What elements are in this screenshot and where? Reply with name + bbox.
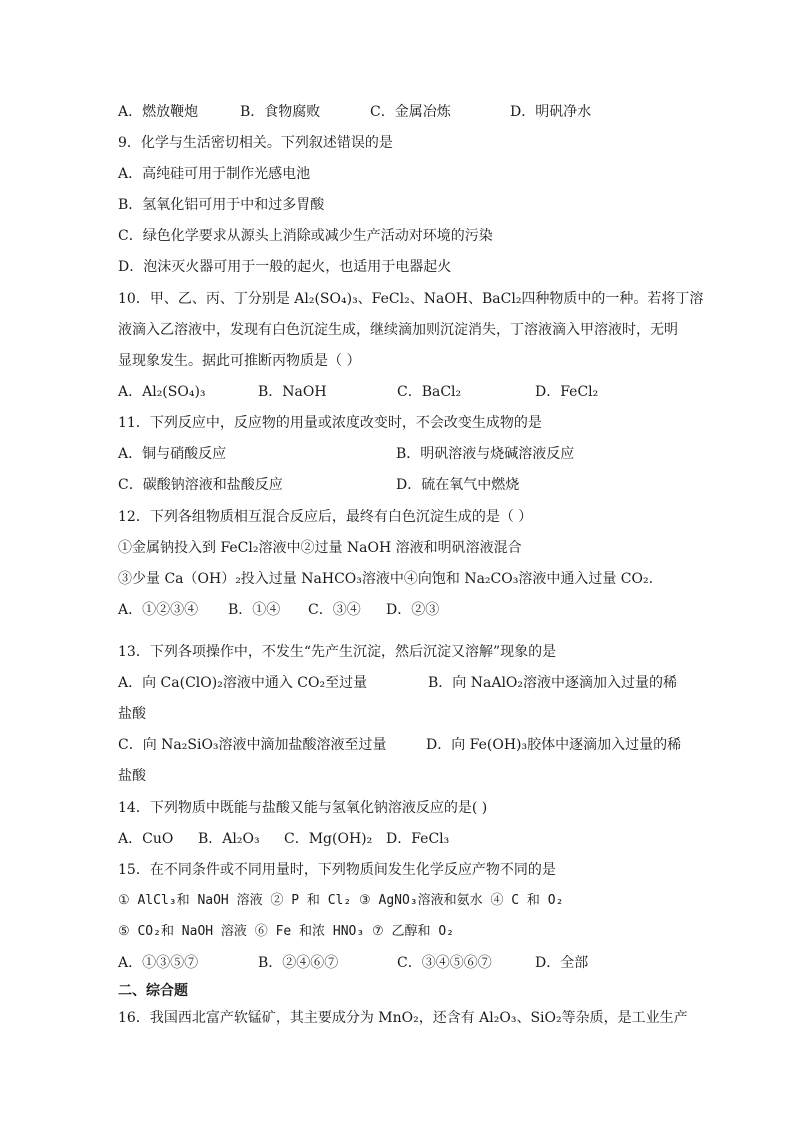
q8-option-a: A．燃放鞭炮 — [118, 104, 199, 120]
q9-option-a: A．高纯硅可用于制作光感电池 — [118, 166, 311, 182]
q10-option-d: D．FeCl₂ — [535, 384, 599, 400]
q9-stem: 9．化学与生活密切相关。下列叙述错误的是 — [118, 135, 393, 151]
q14-option-d: D．FeCl₃ — [386, 831, 450, 847]
q10-option-c: C．BaCl₂ — [397, 384, 462, 400]
q13-option-d: D．向 Fe(OH)₃胶体中逐滴加入过量的稀 — [426, 737, 682, 753]
q9-option-c: C．绿色化学要求从源头上消除或减少生产活动对环境的污染 — [118, 228, 493, 244]
q12-option-a: A．①②③④ — [118, 602, 199, 618]
q13-option-c: C．向 Na₂SiO₃溶液中滴加盐酸溶液至过量 — [118, 737, 387, 753]
q15-option-d: D．全部 — [535, 955, 589, 971]
q8-option-d: D．明矾净水 — [510, 104, 592, 120]
q15-stem: 15．在不同条件或不同用量时，下列物质间发生化学反应产物不同的是 — [118, 862, 556, 878]
q12-option-c: C．③④ — [308, 602, 361, 618]
q11-option-b: B．明矾溶液与烧碱溶液反应 — [396, 446, 575, 462]
q13-option-b-cont: 盐酸 — [118, 706, 146, 722]
q8-option-b: B．食物腐败 — [240, 104, 321, 120]
q15-option-c: C．③④⑤⑥⑦ — [397, 955, 492, 971]
q14-option-b: B．Al₂O₃ — [198, 831, 260, 847]
q14-option-c: C．Mg(OH)₂ — [284, 831, 373, 847]
q11-option-d: D．硫在氧气中燃烧 — [396, 477, 520, 493]
q15-item-line-2: ⑤ CO₂和 NaOH 溶液 ⑥ Fe 和浓 HNO₃ ⑦ 乙醇和 O₂ — [118, 924, 454, 939]
q11-stem: 11．下列反应中，反应物的用量或浓度改变时，不会改变生成物的是 — [118, 415, 542, 431]
q10-option-a: A．Al₂(SO₄)₃ — [118, 384, 206, 400]
q13-option-a: A．向 Ca(ClO)₂溶液中通入 CO₂至过量 — [118, 675, 368, 691]
q13-option-d-cont: 盐酸 — [118, 768, 146, 784]
q10-option-b: B．NaOH — [258, 384, 327, 400]
q13-stem: 13．下列各项操作中，不发生“先产生沉淀，然后沉淀又溶解”现象的是 — [118, 644, 557, 660]
q14-option-a: A．CuO — [118, 831, 174, 847]
q14-stem: 14．下列物质中既能与盐酸又能与氢氧化钠溶液反应的是( ) — [118, 800, 488, 816]
q10-stem-line-1: 10．甲、乙、丙、丁分别是 Al₂(SO₄)₃、FeCl₂、NaOH、BaCl₂四种物质中的一种。若将丁溶 — [118, 291, 704, 307]
q15-item-line-1: ① AlCl₃和 NaOH 溶液 ② P 和 Cl₂ ③ AgNO₃溶液和氨水 ④ C 和 O₂ — [118, 893, 564, 908]
q9-option-d: D．泡沫灭火器可用于一般的起火，也适用于电器起火 — [118, 259, 452, 275]
q10-stem-line-3: 显现象发生。据此可推断丙物质是（ ） — [118, 353, 361, 369]
q12-stem: 12．下列各组物质相互混合反应后，最终有白色沉淀生成的是（ ） — [118, 509, 533, 525]
q11-option-c: C．碳酸钠溶液和盐酸反应 — [118, 477, 283, 493]
q12-item-line-1: ①金属钠投入到 FeCl₂溶液中②过量 NaOH 溶液和明矾溶液混合 — [118, 540, 522, 556]
q10-stem-line-2: 液滴入乙溶液中，发现有白色沉淀生成，继续滴加则沉淀消失，丁溶液滴入甲溶液时，无明 — [118, 322, 678, 338]
q8-option-c: C．金属冶炼 — [370, 104, 451, 120]
q15-option-a: A．①③⑤⑦ — [118, 955, 199, 971]
q11-option-a: A．铜与硝酸反应 — [118, 446, 227, 462]
q12-option-d: D．②③ — [386, 602, 440, 618]
q12-item-line-2: ③少量 Ca（OH）₂投入过量 NaHCO₃溶液中④向饱和 Na₂CO₃溶液中通入过量 CO₂. — [118, 571, 654, 587]
q16-stem: 16．我国西北富产软锰矿，其主要成分为 MnO₂，还含有 Al₂O₃、SiO₂等杂质，是工业生产 — [118, 1010, 688, 1026]
section-title: 二、综合题 — [118, 983, 188, 999]
q15-option-b: B．②④⑥⑦ — [258, 955, 339, 971]
q9-option-b: B．氢氧化铝可用于中和过多胃酸 — [118, 197, 325, 213]
q13-option-b: B．向 NaAlO₂溶液中逐滴加入过量的稀 — [428, 675, 678, 691]
q12-option-b: B．①④ — [228, 602, 281, 618]
